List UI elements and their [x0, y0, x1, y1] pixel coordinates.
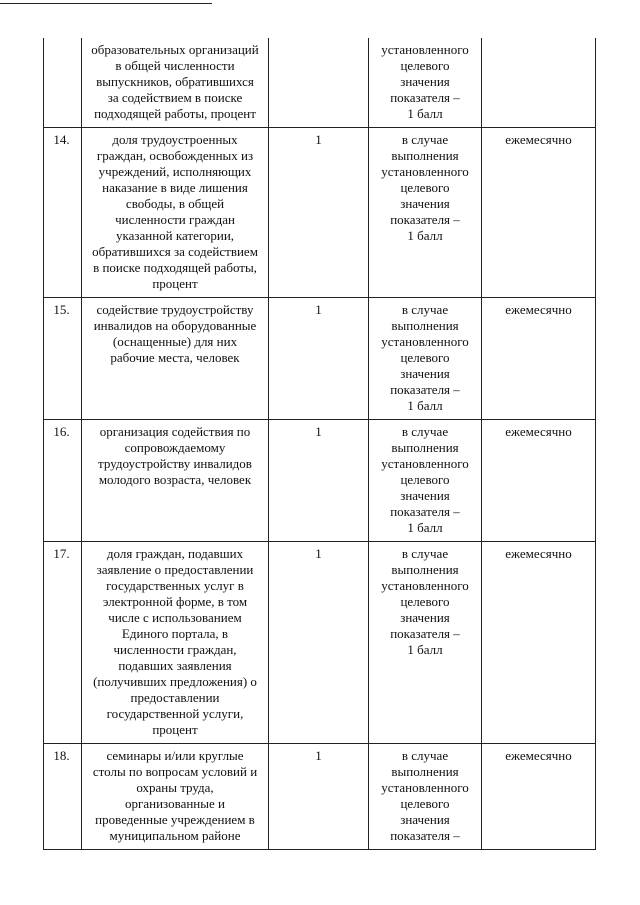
- weight-value: [269, 38, 369, 128]
- period-text: ежемесячно: [482, 128, 596, 298]
- condition-text: установленного целевого значения показателя – 1 балл: [369, 38, 482, 128]
- row-number: 15.: [44, 298, 82, 420]
- row-number: 17.: [44, 542, 82, 744]
- condition-text: в случае выполнения установленного целевого значения показателя – 1 балл: [369, 128, 482, 298]
- weight-value: 1: [269, 128, 369, 298]
- table-row: [44, 420, 596, 542]
- weight-value: 1: [269, 420, 369, 542]
- condition-text: в случае выполнения установленного целевого значения показателя – 1 балл: [369, 298, 482, 420]
- period-text: ежемесячно: [482, 420, 596, 542]
- row-number: [44, 38, 82, 128]
- weight-value: 1: [269, 744, 369, 850]
- condition-text: в случае выполнения установленного целевого значения показателя –: [369, 744, 482, 850]
- weight-value: 1: [269, 298, 369, 420]
- weight-value: 1: [269, 542, 369, 744]
- indicators-table: [43, 38, 596, 850]
- period-text: ежемесячно: [482, 744, 596, 850]
- table-row: [44, 298, 596, 420]
- row-number: 14.: [44, 128, 82, 298]
- header-rule: [0, 3, 212, 4]
- table-row: [44, 744, 596, 850]
- indicator-text: содействие трудоустройству инвалидов на оборудованные (оснащенные) для них рабочие места, человек: [82, 298, 269, 420]
- table-row: [44, 128, 596, 298]
- indicator-text: доля трудоустроенных граждан, освобожденных из учреждений, исполняющих наказание в виде лишения свободы, в общей численности граждан указанной категории, обратившихся за содействием в поиске подходящей работы, процент: [82, 128, 269, 298]
- condition-text: в случае выполнения установленного целевого значения показателя – 1 балл: [369, 542, 482, 744]
- indicator-text: семинары и/или круглые столы по вопросам условий и охраны труда, организованные и проведенные учреждением в муниципальном районе: [82, 744, 269, 850]
- period-text: ежемесячно: [482, 298, 596, 420]
- indicator-text: образовательных организаций в общей численности выпускников, обратившихся за содействием в поиске подходящей работы, процент: [82, 38, 269, 128]
- row-number: 18.: [44, 744, 82, 850]
- table-row: [44, 38, 596, 128]
- condition-text: в случае выполнения установленного целевого значения показателя – 1 балл: [369, 420, 482, 542]
- row-number: 16.: [44, 420, 82, 542]
- indicator-text: доля граждан, подавших заявление о предоставлении государственных услуг в электронной форме, в том числе с использованием Единого портала, в численности граждан, подавших заявления (получивших предложения) о предоставлении государственной услуги, процент: [82, 542, 269, 744]
- indicator-text: организация содействия по сопровождаемому трудоустройству инвалидов молодого возраста, человек: [82, 420, 269, 542]
- table-row: [44, 542, 596, 744]
- period-text: ежемесячно: [482, 542, 596, 744]
- period-text: [482, 38, 596, 128]
